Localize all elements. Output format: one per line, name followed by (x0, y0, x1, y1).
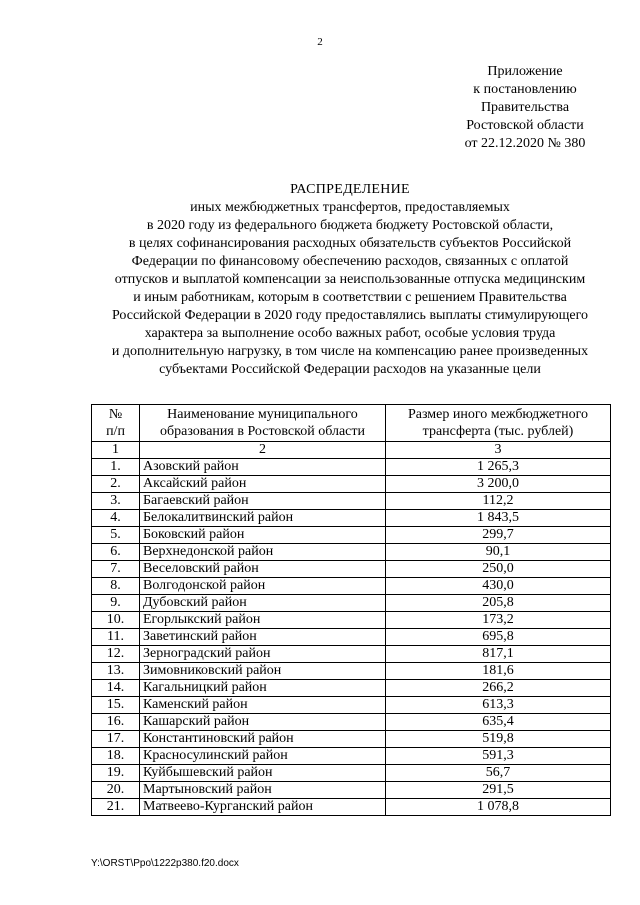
table-row (92, 510, 611, 527)
title-line: Федерации по финансовому обеспечению расходов, связанных с оплатой (131, 254, 569, 269)
row-number: 19. (92, 765, 140, 782)
municipality-name: Красносулинский район (140, 748, 386, 765)
transfer-amount: 519,8 (386, 731, 611, 748)
municipality-name: Белокалитвинский район (140, 510, 386, 527)
row-number: 5. (92, 527, 140, 544)
appendix-line: к постановлению (473, 82, 577, 97)
municipality-name: Веселовский район (140, 561, 386, 578)
title-line: в 2020 году из федерального бюджета бюджету Ростовской области, (146, 218, 554, 233)
header-text: трансферта (тыс. рублей) (422, 424, 574, 439)
table-row (92, 714, 611, 731)
row-number: 16. (92, 714, 140, 731)
document-title (60, 181, 640, 379)
table-row (92, 595, 611, 612)
transfer-amount: 266,2 (386, 680, 611, 697)
transfer-amount: 635,4 (386, 714, 611, 731)
municipality-name: Константиновский район (140, 731, 386, 748)
row-number: 13. (92, 663, 140, 680)
appendix-header (440, 63, 610, 153)
title-line: и дополнительную нагрузку, в том числе на компенсацию ранее произведенных (111, 344, 589, 359)
distribution-table (91, 404, 611, 816)
table-row (92, 493, 611, 510)
row-number: 4. (92, 510, 140, 527)
row-number: 2. (92, 476, 140, 493)
header-text: № (108, 407, 123, 422)
header-municipality (140, 405, 386, 442)
table-row (92, 680, 611, 697)
title-line: в целях софинансирования расходных обязательств субъектов Российской (128, 236, 572, 251)
table-header-row (92, 405, 611, 442)
transfer-amount: 291,5 (386, 782, 611, 799)
table-row (92, 731, 611, 748)
title-line: иных межбюджетных трансфертов, предоставляемых (190, 200, 510, 215)
row-number: 1. (92, 459, 140, 476)
municipality-name: Аксайский район (140, 476, 386, 493)
row-number: 14. (92, 680, 140, 697)
transfer-amount: 90,1 (386, 544, 611, 561)
appendix-line: Ростовской области (466, 118, 584, 133)
page-number: 2 (317, 36, 323, 48)
row-number: 12. (92, 646, 140, 663)
header-text: Размер иного межбюджетного (407, 407, 589, 422)
table-row (92, 612, 611, 629)
transfer-amount: 112,2 (386, 493, 611, 510)
transfer-amount: 56,7 (386, 765, 611, 782)
table-row (92, 578, 611, 595)
table-row (92, 629, 611, 646)
column-number: 3 (386, 442, 611, 459)
transfer-amount: 250,0 (386, 561, 611, 578)
transfer-amount: 817,1 (386, 646, 611, 663)
municipality-name: Зерноградский район (140, 646, 386, 663)
row-number: 20. (92, 782, 140, 799)
municipality-name: Волгодонской район (140, 578, 386, 595)
appendix-line: от 22.12.2020 № 380 (464, 136, 586, 151)
title-line: отпусков и выплатой компенсации за неиспользованные отпуска медицинским (114, 272, 586, 287)
municipality-name: Багаевский район (140, 493, 386, 510)
header-amount (386, 405, 611, 442)
municipality-name: Заветинский район (140, 629, 386, 646)
row-number: 9. (92, 595, 140, 612)
table-row (92, 544, 611, 561)
header-number (92, 405, 140, 442)
table-row (92, 459, 611, 476)
row-number: 21. (92, 799, 140, 816)
transfer-amount: 173,2 (386, 612, 611, 629)
transfer-amount: 430,0 (386, 578, 611, 595)
row-number: 17. (92, 731, 140, 748)
header-text: Наименование муниципального (167, 407, 358, 422)
table-row (92, 765, 611, 782)
header-text: образования в Ростовской области (159, 424, 366, 439)
appendix-line: Правительства (480, 100, 570, 115)
column-number: 2 (140, 442, 386, 459)
title-line: Российской Федерации в 2020 году предоставлялись выплаты стимулирующего (111, 308, 589, 323)
row-number: 11. (92, 629, 140, 646)
municipality-name: Егорлыкский район (140, 612, 386, 629)
transfer-amount: 591,3 (386, 748, 611, 765)
table-row (92, 646, 611, 663)
municipality-name: Матвеево-Курганский район (140, 799, 386, 816)
municipality-name: Мартыновский район (140, 782, 386, 799)
table-row (92, 527, 611, 544)
municipality-name: Куйбышевский район (140, 765, 386, 782)
municipality-name: Верхнедонской район (140, 544, 386, 561)
appendix-line: Приложение (487, 64, 563, 79)
column-number-row (92, 442, 611, 459)
row-number: 7. (92, 561, 140, 578)
title-heading: РАСПРЕДЕЛЕНИЕ (290, 182, 410, 197)
title-line: характера за выполнение особо важных работ, особые условия труда (144, 326, 556, 341)
municipality-name: Кашарский район (140, 714, 386, 731)
municipality-name: Дубовский район (140, 595, 386, 612)
table-row (92, 799, 611, 816)
municipality-name: Зимовниковский район (140, 663, 386, 680)
title-line: и иным работникам, которым в соответствии с решением Правительства (133, 290, 567, 305)
transfer-amount: 299,7 (386, 527, 611, 544)
file-path-footer: Y:\ORST\Ppo\1222p380.f20.docx (91, 858, 239, 869)
transfer-amount: 3 200,0 (386, 476, 611, 493)
header-text: п/п (106, 424, 125, 439)
row-number: 8. (92, 578, 140, 595)
table-row (92, 697, 611, 714)
table-row (92, 663, 611, 680)
transfer-amount: 205,8 (386, 595, 611, 612)
title-line: субъектами Российской Федерации расходов на указанные цели (159, 362, 541, 377)
table-row (92, 748, 611, 765)
table-row (92, 476, 611, 493)
transfer-amount: 181,6 (386, 663, 611, 680)
row-number: 6. (92, 544, 140, 561)
table-row (92, 561, 611, 578)
row-number: 18. (92, 748, 140, 765)
municipality-name: Боковский район (140, 527, 386, 544)
transfer-amount: 613,3 (386, 697, 611, 714)
row-number: 3. (92, 493, 140, 510)
transfer-amount: 1 843,5 (386, 510, 611, 527)
municipality-name: Азовский район (140, 459, 386, 476)
transfer-amount: 695,8 (386, 629, 611, 646)
municipality-name: Каменский район (140, 697, 386, 714)
row-number: 10. (92, 612, 140, 629)
row-number: 15. (92, 697, 140, 714)
table-row (92, 782, 611, 799)
transfer-amount: 1 265,3 (386, 459, 611, 476)
column-number: 1 (92, 442, 140, 459)
transfer-amount: 1 078,8 (386, 799, 611, 816)
municipality-name: Кагальницкий район (140, 680, 386, 697)
